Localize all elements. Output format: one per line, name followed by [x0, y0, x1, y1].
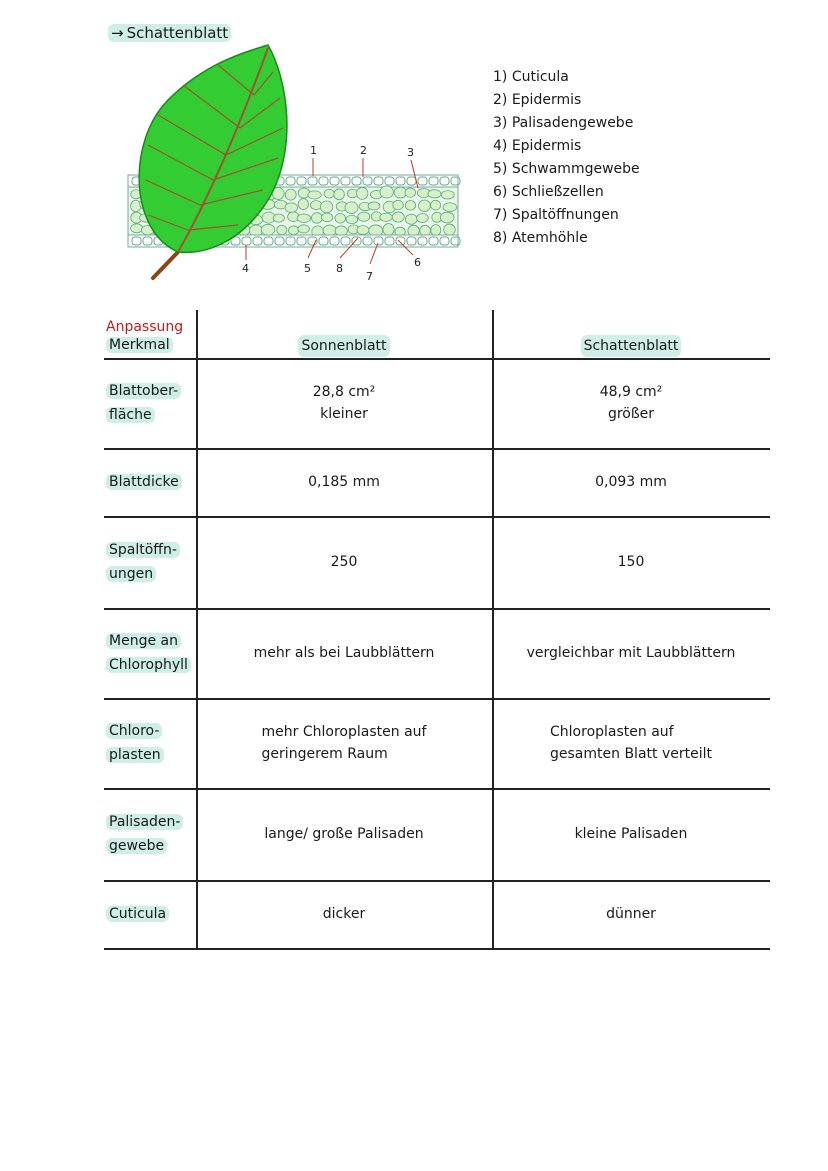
feature-label: Merkmal	[106, 336, 183, 354]
legend-item: 8) Atemhöhle	[493, 230, 588, 246]
diagram-number-label: 8	[336, 262, 343, 275]
row-header: Palisaden- gewebe	[106, 788, 198, 880]
leaf-diagram	[118, 40, 478, 290]
diagram-number-label: 5	[304, 262, 311, 275]
table-corner-header	[106, 318, 183, 354]
table-cell-schattenblatt: kleine Palisaden	[574, 826, 688, 842]
legend-item: 1) Cuticula	[493, 69, 569, 85]
adaptation-label: Anpassung	[106, 319, 184, 335]
table-cell-schattenblatt: vergleichbar mit Laubblättern	[526, 645, 736, 661]
table-cell-schattenblatt: dünner	[606, 906, 656, 922]
comparison-table	[104, 310, 770, 950]
legend-item: 2) Epidermis	[493, 92, 582, 108]
legend-item: 5) Schwammgewebe	[493, 161, 640, 177]
row-header: Spaltöffn- ungen	[106, 516, 198, 608]
row-header: Blattober- fläche	[106, 358, 198, 448]
diagram-number-label: 4	[242, 262, 249, 275]
legend-list	[493, 66, 640, 250]
row-header: Cuticula	[106, 880, 198, 948]
legend-item: 7) Spaltöffnungen	[493, 207, 619, 223]
table-cell-sonnenblatt: dicker	[322, 906, 366, 922]
table-cell-schattenblatt: 48,9 cm² größer	[599, 384, 663, 422]
legend-item: 3) Palisadengewebe	[493, 115, 634, 131]
legend-item: 6) Schließzellen	[493, 184, 604, 200]
table-cell-schattenblatt: 150	[617, 554, 645, 570]
diagram-number-label: 3	[407, 146, 414, 159]
table-cell-sonnenblatt: 28,8 cm² kleiner	[312, 384, 376, 422]
table-cell-sonnenblatt: lange/ große Palisaden	[264, 826, 424, 842]
table-cell-sonnenblatt: 250	[330, 554, 358, 570]
diagram-number-label: 2	[360, 144, 367, 157]
table-cell-sonnenblatt: mehr Chloroplasten auf geringerem Raum	[261, 724, 427, 762]
column-header-sonnenblatt: Sonnenblatt	[196, 334, 492, 358]
diagram-number-label: 6	[414, 256, 421, 269]
arrow-right-icon: →	[111, 24, 124, 42]
table-cell-sonnenblatt: mehr als bei Laubblättern	[253, 645, 435, 661]
row-header: Menge an Chlorophyll	[106, 608, 198, 698]
row-header: Chloro- plasten	[106, 698, 198, 788]
page-title: → Schattenblatt	[108, 24, 231, 42]
diagram-number-label: 1	[310, 144, 317, 157]
table-cell-schattenblatt: Chloroplasten auf gesamten Blatt verteilt	[550, 724, 712, 762]
table-cell-sonnenblatt: 0,185 mm	[308, 474, 380, 490]
legend-item: 4) Epidermis	[493, 138, 582, 154]
column-header-schattenblatt: Schattenblatt	[492, 334, 770, 358]
diagram-number-label: 7	[366, 270, 373, 283]
row-header: Blattdicke	[106, 448, 198, 516]
table-row-divider	[104, 948, 770, 950]
table-cell-schattenblatt: 0,093 mm	[595, 474, 667, 490]
